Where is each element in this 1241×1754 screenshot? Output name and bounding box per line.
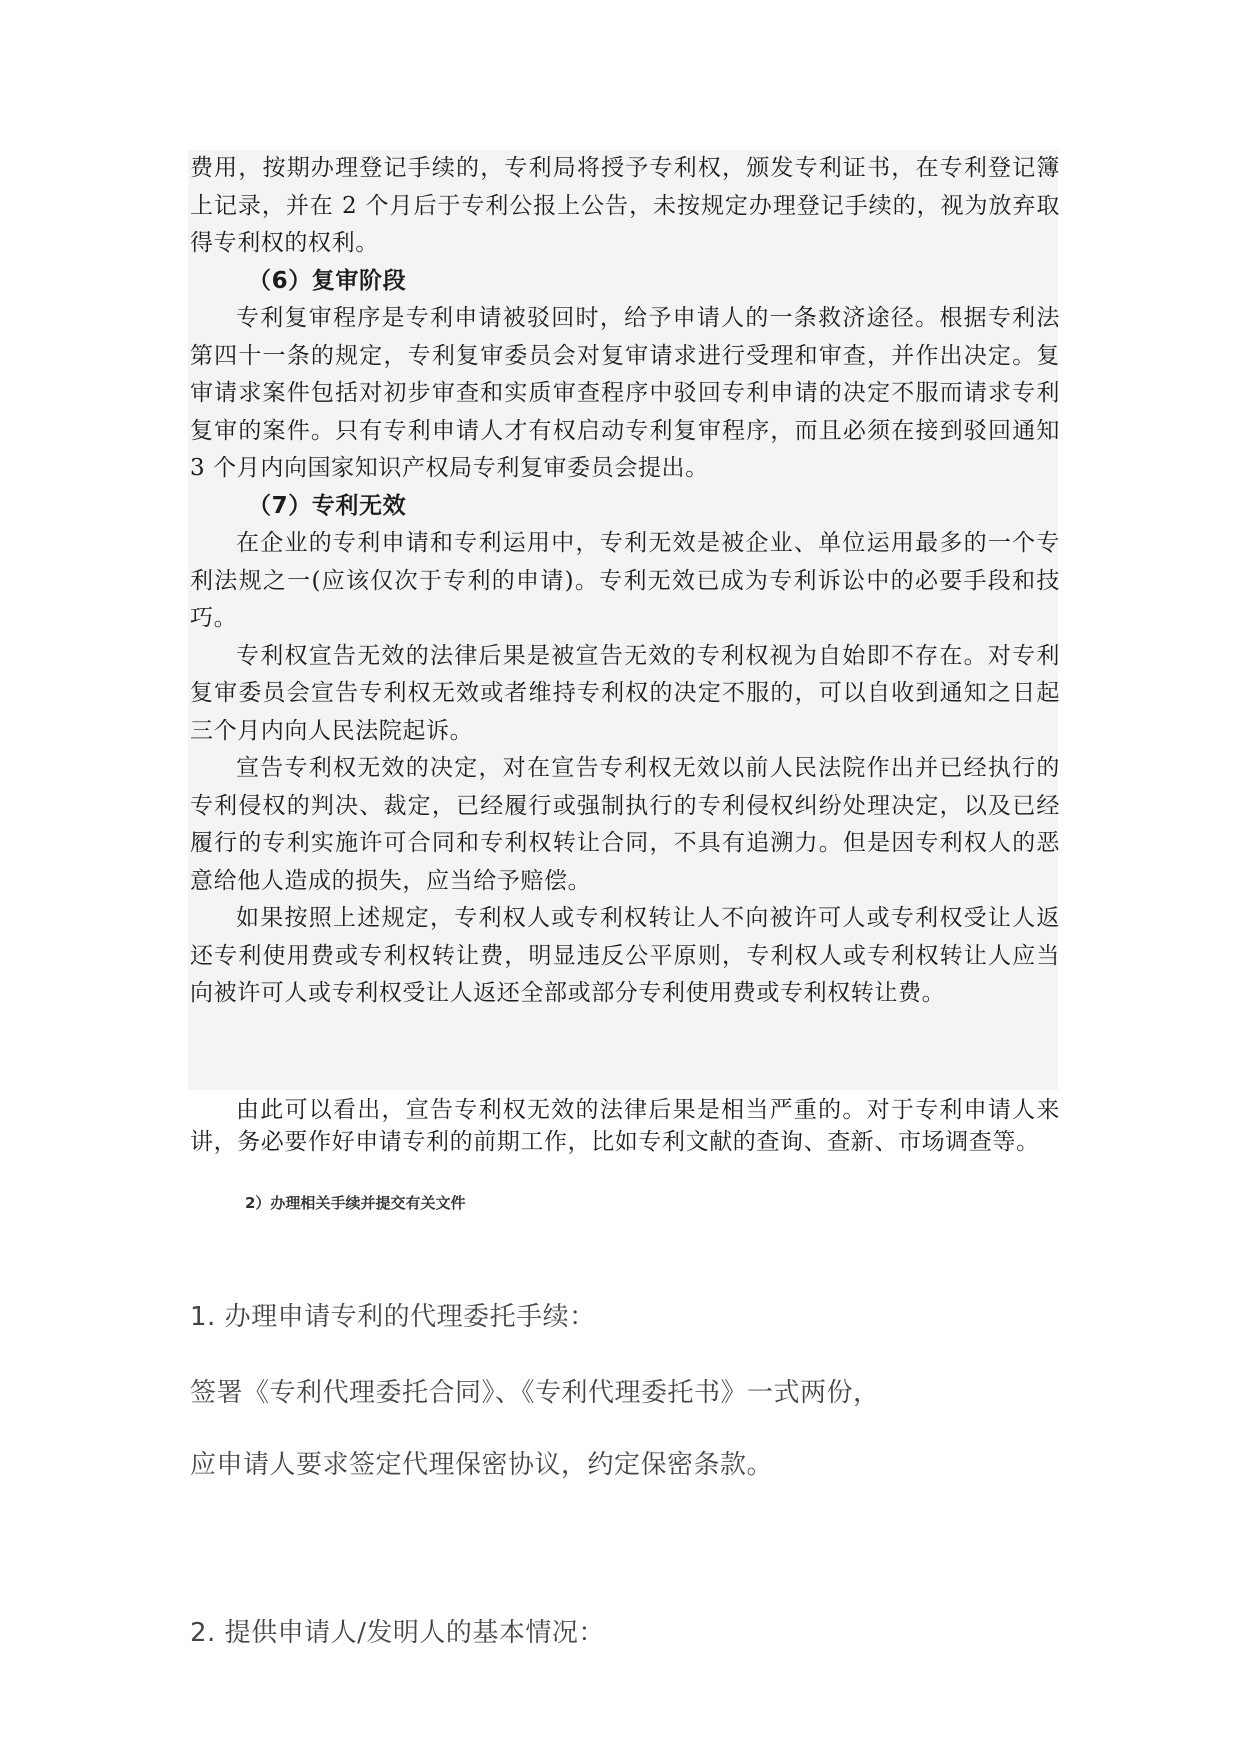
review-stage-paragraph: 专利复审程序是专利申请被驳回时，给予申请人的一条救济途径。根据专利法第四十一条的规定，专利复审委员会对复审请求进行受理和审查，并作出决定。复审请求案件包括对初步审查和实质审查程序中驳回专利申请的决定不服而请求专利复审的案件。只有专利申请人才有权启动专利复审程序，而且必须在接到驳回通知 3 个月内向国家知识产权局专利复审委员会提出。: [190, 305, 1060, 481]
item-1-line: 签署《专利代理委托合同》、《专利代理委托书》一式两份，: [190, 1378, 880, 1408]
invalidation-paragraph: 宣告专利权无效的决定，对在宣告专利权无效以前人民法院作出并已经执行的专利侵权的判决、裁定，已经履行或强制执行的专利侵权纠纷处理决定，以及已经履行的专利实施许可合同和专利权转让合同，不具有追溯力。但是因专利权人的恶意给他人造成的损失，应当给予赔偿。: [190, 755, 1060, 894]
conclusion-paragraph: 由此可以看出，宣告专利权无效的法律后果是相当严重的。对于专利申请人来讲，务必要作好申请专利的前期工作，比如专利文献的查询、查新、市场调查等。: [190, 1097, 1060, 1155]
invalidation-heading: （7）专利无效: [248, 492, 407, 519]
item-title-text: 提供申请人/发明人的基本情况：: [224, 1618, 605, 1648]
continuation-paragraph: 费用，按期办理登记手续的，专利局将授予专利权，颁发专利证书，在专利登记簿上记录，并在 2 个月后于专利公报上公告，未按规定办理登记手续的，视为放弃取得专利权的权利。: [190, 155, 1060, 256]
main-text-block: [190, 150, 1060, 1013]
item-2-title: [190, 1612, 1090, 1649]
invalidation-paragraph: 在企业的专利申请和专利运用中，专利无效是被企业、单位运用最多的一个专利法规之一(应该仅次于专利的申请)。专利无效已成为专利诉讼中的必要手段和技巧。: [190, 530, 1060, 631]
item-title-text: 办理申请专利的代理委托手续：: [224, 1302, 596, 1332]
invalidation-paragraph: 专利权宣告无效的法律后果是被宣告无效的专利权视为自始即不存在。对专利复审委员会宣告专利权无效或者维持专利权的决定不服的，可以自收到通知之日起三个月内向人民法院起诉。: [190, 642, 1060, 744]
item-number: 1.: [190, 1302, 216, 1332]
item-1-title: [190, 1296, 1090, 1333]
item-1-line: 应申请人要求签定代理保密协议，约定保密条款。: [190, 1450, 774, 1480]
subheading: 2）办理相关手续并提交有关文件: [245, 1194, 466, 1212]
invalidation-paragraph: 如果按照上述规定，专利权人或专利权转让人不向被许可人或专利权受让人返还专利使用费或专利权转让费，明显违反公平原则，专利权人或专利权转让人应当向被许可人或专利权受让人返还全部或部分专利使用费或专利权转让费。: [190, 905, 1060, 1006]
conclusion-block: [190, 1094, 1060, 1158]
item-number: 2.: [190, 1618, 216, 1648]
review-stage-heading: （6）复审阶段: [248, 267, 407, 294]
